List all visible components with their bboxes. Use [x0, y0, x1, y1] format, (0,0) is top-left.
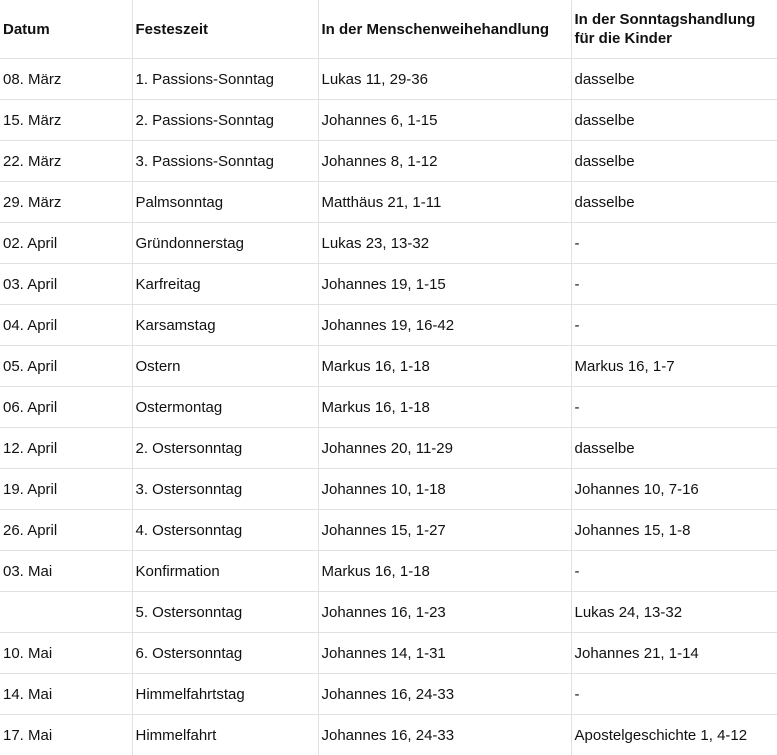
- cell-sonntagshandlung: dasselbe: [571, 59, 777, 100]
- table-row: [0, 264, 777, 305]
- cell-sonntagshandlung: -: [571, 223, 777, 264]
- cell-sonntagshandlung: -: [571, 305, 777, 346]
- table-row: [0, 592, 777, 633]
- cell-festeszeit: 2. Passions-Sonntag: [132, 100, 318, 141]
- cell-datum: 03. April: [0, 264, 132, 305]
- table-row: [0, 469, 777, 510]
- cell-datum: 15. März: [0, 100, 132, 141]
- cell-sonntagshandlung: Johannes 21, 1-14: [571, 633, 777, 674]
- cell-menschenweihehandlung: Johannes 6, 1-15: [318, 100, 571, 141]
- cell-festeszeit: 6. Ostersonntag: [132, 633, 318, 674]
- cell-sonntagshandlung: Lukas 24, 13-32: [571, 592, 777, 633]
- header-datum: Datum: [0, 0, 132, 59]
- cell-festeszeit: Himmelfahrtstag: [132, 674, 318, 715]
- cell-sonntagshandlung: dasselbe: [571, 428, 777, 469]
- cell-sonntagshandlung: dasselbe: [571, 141, 777, 182]
- cell-festeszeit: Palmsonntag: [132, 182, 318, 223]
- cell-festeszeit: Gründonnerstag: [132, 223, 318, 264]
- table-row: [0, 674, 777, 715]
- cell-datum: [0, 592, 132, 633]
- table-row: [0, 182, 777, 223]
- cell-festeszeit: Karsamstag: [132, 305, 318, 346]
- cell-sonntagshandlung: -: [571, 387, 777, 428]
- cell-sonntagshandlung: Johannes 15, 1-8: [571, 510, 777, 551]
- cell-festeszeit: 4. Ostersonntag: [132, 510, 318, 551]
- cell-datum: 04. April: [0, 305, 132, 346]
- cell-datum: 22. März: [0, 141, 132, 182]
- cell-datum: 17. Mai: [0, 715, 132, 755]
- cell-sonntagshandlung: Johannes 10, 7-16: [571, 469, 777, 510]
- cell-datum: 26. April: [0, 510, 132, 551]
- table-row: [0, 305, 777, 346]
- table-row: [0, 387, 777, 428]
- cell-sonntagshandlung: -: [571, 551, 777, 592]
- table-row: [0, 346, 777, 387]
- cell-sonntagshandlung: dasselbe: [571, 100, 777, 141]
- cell-festeszeit: 3. Ostersonntag: [132, 469, 318, 510]
- cell-festeszeit: Ostermontag: [132, 387, 318, 428]
- table-row: [0, 551, 777, 592]
- cell-datum: 02. April: [0, 223, 132, 264]
- cell-menschenweihehandlung: Johannes 20, 11-29: [318, 428, 571, 469]
- cell-menschenweihehandlung: Johannes 8, 1-12: [318, 141, 571, 182]
- cell-sonntagshandlung: -: [571, 264, 777, 305]
- cell-festeszeit: Konfirmation: [132, 551, 318, 592]
- cell-datum: 06. April: [0, 387, 132, 428]
- cell-menschenweihehandlung: Johannes 19, 16-42: [318, 305, 571, 346]
- table-body: [0, 59, 777, 755]
- cell-menschenweihehandlung: Johannes 19, 1-15: [318, 264, 571, 305]
- cell-sonntagshandlung: Markus 16, 1-7: [571, 346, 777, 387]
- cell-menschenweihehandlung: Markus 16, 1-18: [318, 387, 571, 428]
- cell-festeszeit: Ostern: [132, 346, 318, 387]
- cell-menschenweihehandlung: Lukas 11, 29-36: [318, 59, 571, 100]
- cell-menschenweihehandlung: Johannes 15, 1-27: [318, 510, 571, 551]
- cell-festeszeit: 1. Passions-Sonntag: [132, 59, 318, 100]
- table-row: [0, 59, 777, 100]
- header-menschenweihehandlung: In der Menschenweihehandlung: [318, 0, 571, 59]
- cell-sonntagshandlung: Apostelgeschichte 1, 4-12: [571, 715, 777, 755]
- cell-datum: 29. März: [0, 182, 132, 223]
- cell-festeszeit: Himmelfahrt: [132, 715, 318, 755]
- cell-menschenweihehandlung: Johannes 14, 1-31: [318, 633, 571, 674]
- header-row: [0, 0, 777, 59]
- cell-sonntagshandlung: -: [571, 674, 777, 715]
- cell-menschenweihehandlung: Markus 16, 1-18: [318, 346, 571, 387]
- cell-festeszeit: 3. Passions-Sonntag: [132, 141, 318, 182]
- cell-festeszeit: 5. Ostersonntag: [132, 592, 318, 633]
- cell-datum: 12. April: [0, 428, 132, 469]
- cell-menschenweihehandlung: Markus 16, 1-18: [318, 551, 571, 592]
- cell-festeszeit: Karfreitag: [132, 264, 318, 305]
- cell-datum: 14. Mai: [0, 674, 132, 715]
- header-festeszeit: Festeszeit: [132, 0, 318, 59]
- cell-festeszeit: 2. Ostersonntag: [132, 428, 318, 469]
- table-row: [0, 100, 777, 141]
- cell-menschenweihehandlung: Johannes 16, 1-23: [318, 592, 571, 633]
- cell-datum: 08. März: [0, 59, 132, 100]
- table-row: [0, 428, 777, 469]
- table-row: [0, 141, 777, 182]
- cell-menschenweihehandlung: Johannes 16, 24-33: [318, 715, 571, 755]
- header-sonntagshandlung: In der Sonntagshandlung für die Kinder: [571, 0, 777, 59]
- table-row: [0, 633, 777, 674]
- cell-menschenweihehandlung: Matthäus 21, 1-11: [318, 182, 571, 223]
- cell-menschenweihehandlung: Lukas 23, 13-32: [318, 223, 571, 264]
- cell-menschenweihehandlung: Johannes 16, 24-33: [318, 674, 571, 715]
- cell-datum: 05. April: [0, 346, 132, 387]
- cell-datum: 19. April: [0, 469, 132, 510]
- cell-datum: 03. Mai: [0, 551, 132, 592]
- table-row: [0, 223, 777, 264]
- cell-menschenweihehandlung: Johannes 10, 1-18: [318, 469, 571, 510]
- cell-sonntagshandlung: dasselbe: [571, 182, 777, 223]
- cell-datum: 10. Mai: [0, 633, 132, 674]
- table-row: [0, 510, 777, 551]
